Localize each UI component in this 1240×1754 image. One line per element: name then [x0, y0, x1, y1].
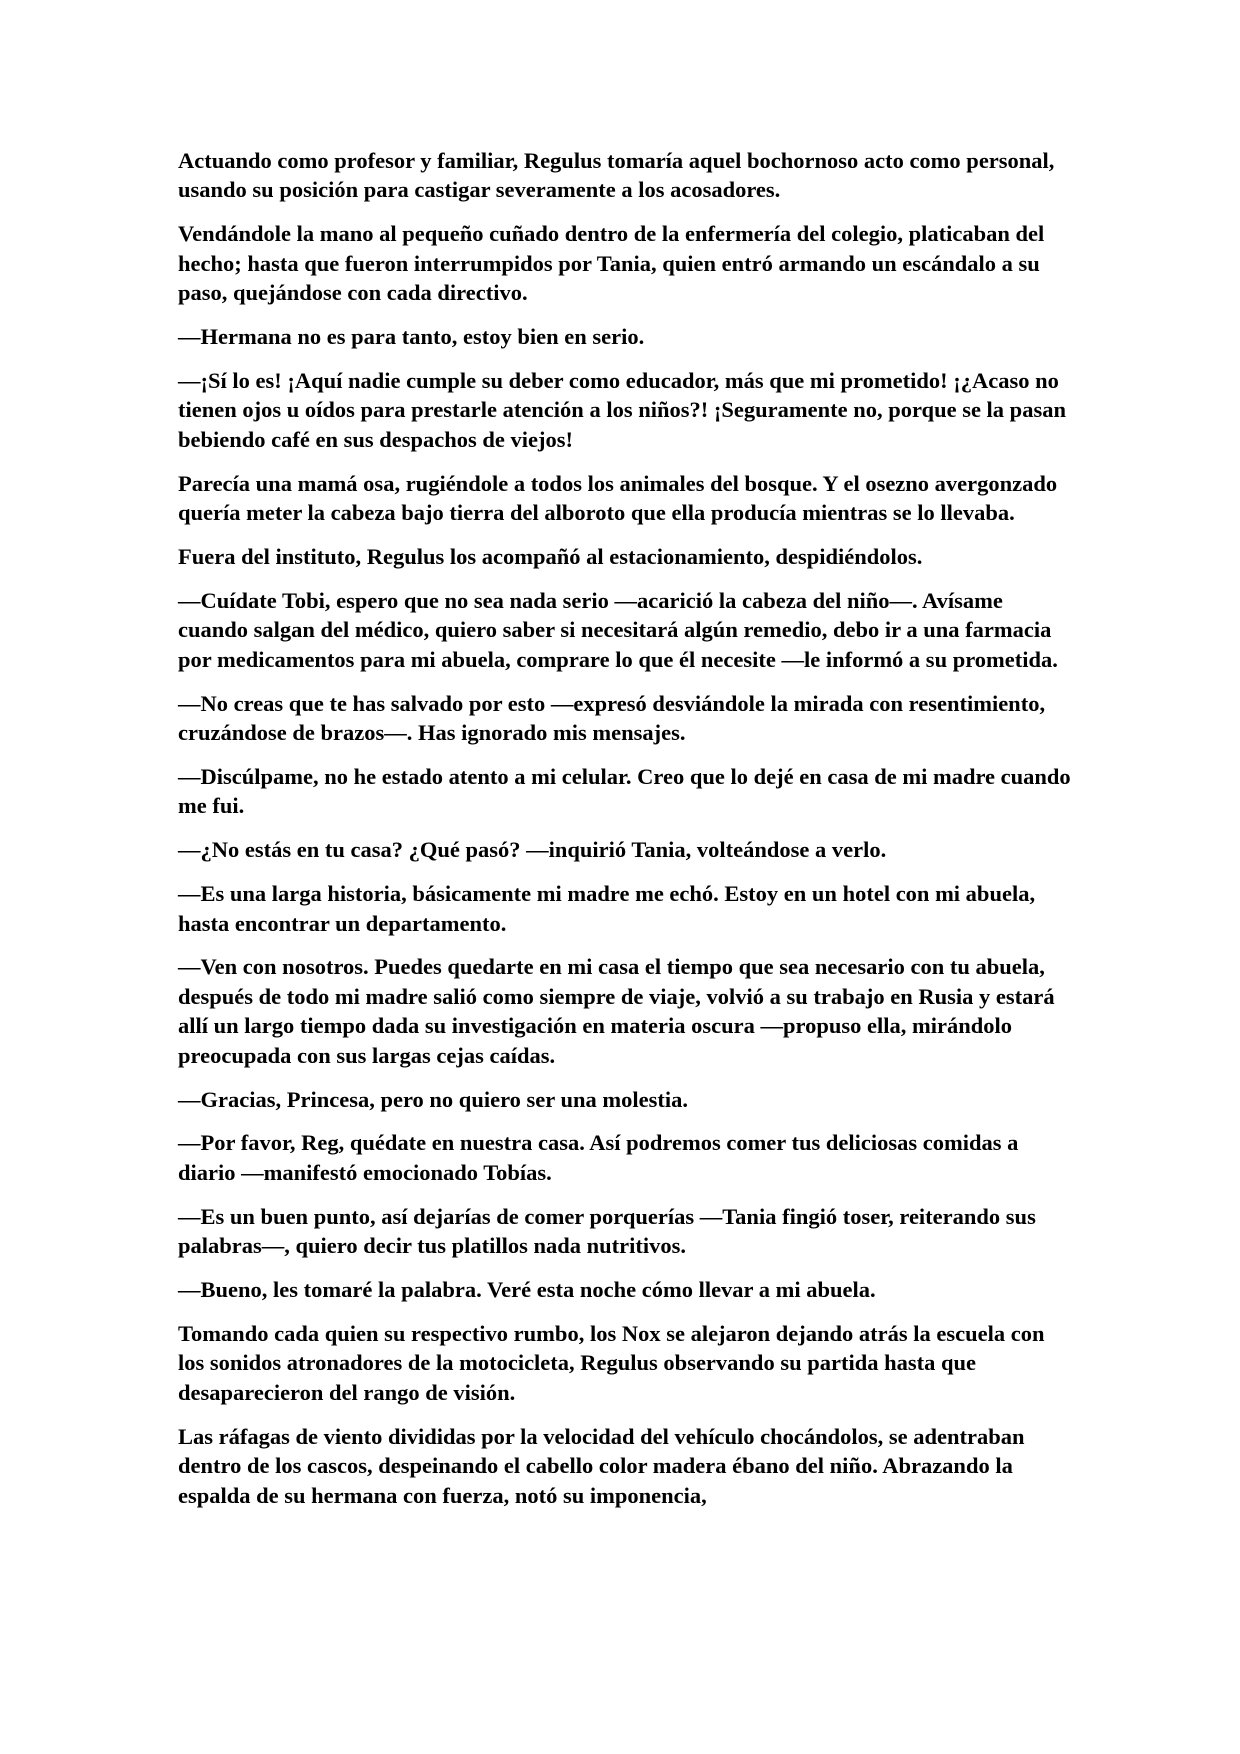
paragraph: —Es una larga historia, básicamente mi madre me echó. Estoy en un hotel con mi abuela, hasta encontrar un departamento.: [178, 881, 1036, 936]
paragraph: Actuando como profesor y familiar, Regulus tomaría aquel bochornoso acto como personal, usando su posición para castigar severamente a los acosadores.: [178, 148, 1055, 203]
body-text: [178, 146, 1076, 1524]
paragraph: Tomando cada quien su respectivo rumbo, los Nox se alejaron dejando atrás la escuela con los sonidos atronadores de la motocicleta, Regulus observando su partida hasta que desaparecieron del rango de visión.: [178, 1321, 1045, 1405]
paragraph: —Ven con nosotros. Puedes quedarte en mi casa el tiempo que sea necesario con tu abuela, después de todo mi madre salió como siempre de viaje, volvió a su trabajo en Rusia y estará allí un largo tiempo dada su investigación en materia oscura —propuso ella, mirándolo preocupada con sus largas cejas caídas.: [178, 954, 1055, 1068]
paragraph: Fuera del instituto, Regulus los acompañó al estacionamiento, despidiéndolos.: [178, 543, 923, 569]
paragraph: Vendándole la mano al pequeño cuñado dentro de la enfermería del colegio, platicaban del hecho; hasta que fueron interrumpidos por Tania, quien entró armando un escándalo a su paso, quejándose con cada directivo.: [178, 221, 1045, 306]
paragraph: Las ráfagas de viento divididas por la velocidad del vehículo chocándolos, se adentraban dentro de los cascos, despeinando el cabello color madera ébano del niño. Abrazando la espalda de su hermana con fuerza, notó su imponencia,: [178, 1423, 1025, 1508]
paragraph: —Cuídate Tobi, espero que no sea nada serio —acarició la cabeza del niño—. Avísame cuando salgan del médico, quiero saber si necesitará algún remedio, debo ir a una farmacia por medicamentos para mi abuela, comprare lo que él necesite —le informó a su prometida.: [178, 587, 1058, 672]
paragraph: —Es un buen punto, así dejarías de comer porquerías —Tania fingió toser, reiterando sus palabras—, quiero decir tus platillos nada nutritivos.: [178, 1203, 1036, 1259]
paragraph: —Hermana no es para tanto, estoy bien en serio.: [178, 324, 645, 350]
paragraph: Parecía una mamá osa, rugiéndole a todos los animales del bosque. Y el osezno avergonzado quería meter la cabeza bajo tierra del alboroto que ella producía mientras se lo llevaba.: [178, 470, 1058, 526]
paragraph: —No creas que te has salvado por esto —expresó desviándole la mirada con resentimiento, cruzándose de brazos—. Has ignorado mis mensajes.: [178, 690, 1046, 745]
paragraph: —Bueno, les tomaré la palabra. Veré esta noche cómo llevar a mi abuela.: [178, 1277, 876, 1303]
paragraph: —Discúlpame, no he estado atento a mi celular. Creo que lo dejé en casa de mi madre cuando me fui.: [178, 763, 1071, 819]
paragraph: —¿No estás en tu casa? ¿Qué pasó? —inquirió Tania, volteándose a verlo.: [178, 837, 887, 863]
paragraph: —Por favor, Reg, quédate en nuestra casa. Así podremos comer tus deliciosas comidas a diario —manifestó emocionado Tobías.: [178, 1130, 1019, 1185]
paragraph: —Gracias, Princesa, pero no quiero ser una molestia.: [178, 1086, 688, 1112]
paragraph: —¡Sí lo es! ¡Aquí nadie cumple su deber como educador, más que mi prometido! ¡¿Acaso no tienen ojos u oídos para prestarle atención a los niños?! ¡Seguramente no, porque se la pasan bebiendo café en sus despachos de viejos!: [178, 367, 1066, 452]
